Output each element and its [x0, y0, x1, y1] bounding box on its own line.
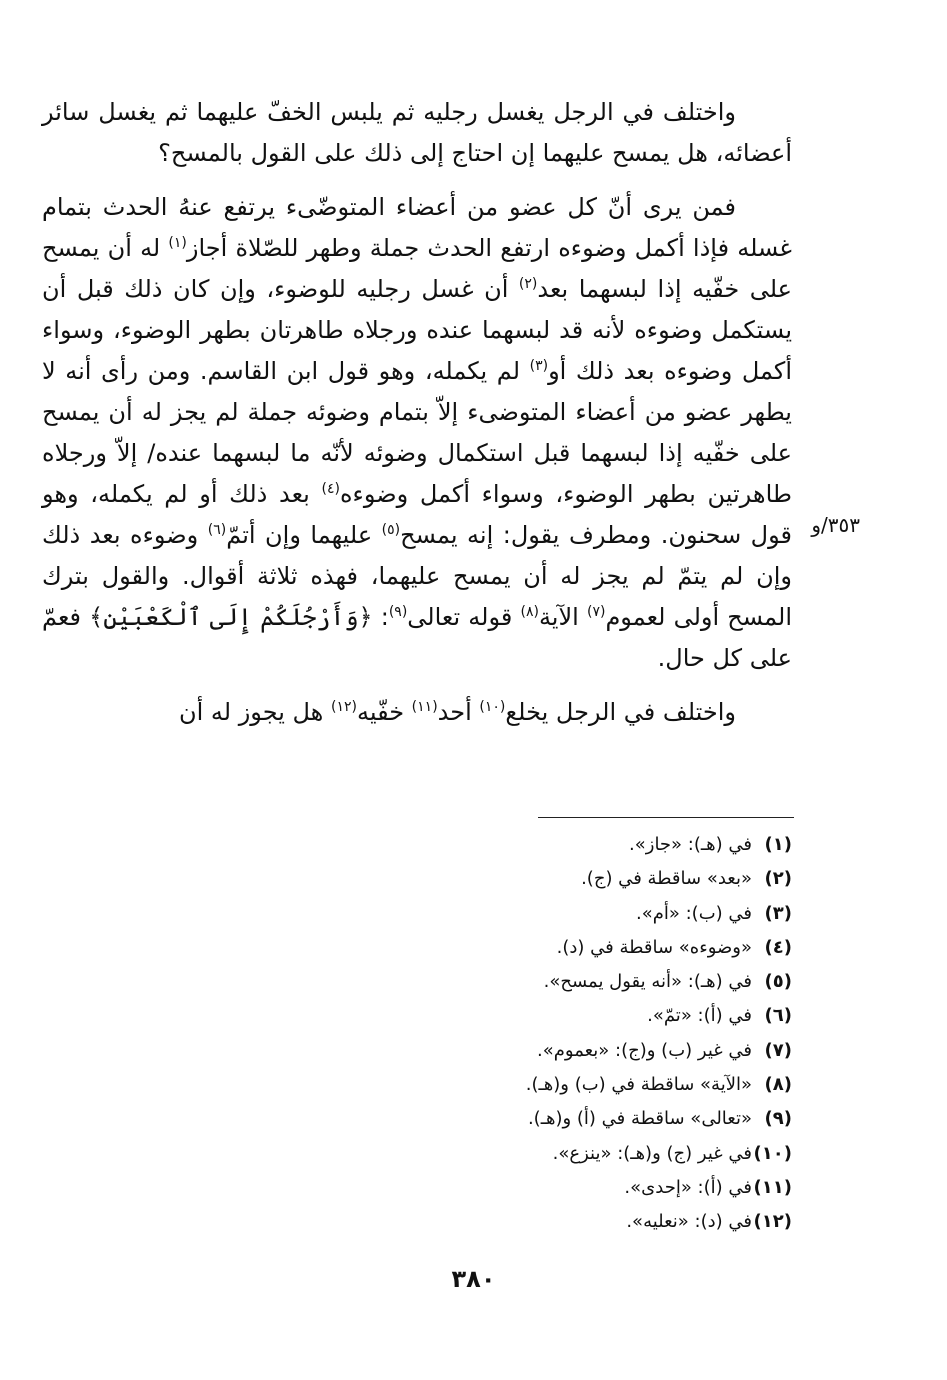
- footnote-number: (١١): [753, 1176, 792, 1198]
- footnote-number: (٢): [764, 868, 792, 890]
- footnote-text: في غير (ج) و(هـ): «ينزع».: [552, 1142, 752, 1164]
- footnote-item: [372, 1171, 792, 1205]
- footnote-item: [372, 1205, 792, 1239]
- text-segment: أن غسل رجليه للوضوء، وإن كان ذلك قبل أن يستكمل وضوءه لأنه قد لبسهما عنده ورجلاه طاهرتان بطهر الوضوء، وسواء أكمل وضوءه بعد ذلك أو: [42, 275, 792, 385]
- footnote-ref: (٤): [321, 481, 340, 497]
- footnote-item: [372, 1137, 792, 1171]
- text-segment: له أن يمسح على خفّيه إذا لبسهما بعد: [42, 234, 792, 303]
- footnote-ref: (١٢): [330, 699, 357, 715]
- paragraph-3: [42, 692, 792, 733]
- footnote-number: (٧): [764, 1039, 792, 1061]
- text-segment: واختلف في الرجل يخلع: [505, 698, 736, 726]
- footnote-number: (٣): [764, 902, 792, 924]
- text-segment: قوله تعالى: [407, 603, 521, 631]
- paragraph-2: [42, 187, 792, 679]
- footnote-number: (٩): [764, 1108, 792, 1130]
- footnote-divider: [538, 817, 794, 818]
- manuscript-folio-marker: ٣٥٣/و: [811, 513, 860, 537]
- footnote-ref: (٩): [388, 604, 408, 620]
- footnote-ref: (٦): [207, 522, 227, 538]
- text-segment: وضوءه بعد ذلك وإن لم يتمّ لم يجز له أن يمسح عليهما، فهذه ثلاثة أقوال. والقول بترك المسح أولى لعموم: [42, 521, 793, 631]
- footnote-number: (١٠): [753, 1142, 792, 1164]
- page-number: ٣٨٠: [451, 1265, 496, 1293]
- footnote-ref: (٧): [586, 604, 606, 620]
- quran-quote: ﴿وَأَرْجُلَكُمْ إِلَى ٱلْكَعْبَيْنِ﴾: [89, 603, 373, 631]
- footnote-text: في (ب): «أم».: [636, 902, 752, 924]
- text-segment: :: [372, 603, 389, 631]
- footnote-item: [372, 1068, 792, 1102]
- footnote-text: «بعد» ساقطة في (ج).: [581, 868, 752, 890]
- footnote-text: في (أ): «إحدى».: [624, 1176, 752, 1198]
- main-text: [42, 92, 792, 733]
- footnote-ref: (١): [168, 235, 187, 251]
- footnote-item: [372, 828, 792, 862]
- footnote-text: في غير (ب) و(ج): «بعموم».: [537, 1039, 752, 1061]
- footnote-text: «الآية» ساقطة في (ب) و(هـ).: [525, 1074, 752, 1096]
- footnote-number: (١٢): [753, 1211, 792, 1233]
- footnote-ref: (٢): [518, 276, 538, 292]
- footnote-ref: (١٠): [479, 699, 506, 715]
- footnotes-list: [372, 828, 792, 1240]
- text-segment: خفّيه: [356, 698, 412, 726]
- footnote-number: (٥): [764, 971, 792, 993]
- text-segment: فمن يرى أنّ كل عضو من أعضاء المتوضّىء يرتفع عنهُ الحدث بتمام غسله فإذا أكمل وضوءه ارتفع الحدث جملة وطهر للصّلاة أجاز: [42, 193, 792, 262]
- footnote-number: (١): [764, 834, 792, 855]
- footnote-ref: (٨): [520, 604, 539, 620]
- footnote-text: في (أ): «تمّ».: [647, 1005, 752, 1027]
- text-segment: فعمّ على كل حال.: [42, 603, 792, 672]
- text-segment: الآية: [538, 603, 587, 631]
- footnote-number: (٤): [764, 936, 792, 958]
- footnote-number: (٨): [764, 1074, 792, 1096]
- footnote-item: [372, 931, 792, 965]
- footnote-text: «وضوءه» ساقطة في (د).: [556, 936, 752, 958]
- footnote-ref: (٥): [381, 522, 401, 538]
- footnote-ref: (٣): [529, 358, 549, 374]
- footnote-item: [372, 999, 792, 1033]
- footnote-item: [372, 897, 792, 931]
- text-segment: هل يجوز له أن: [178, 698, 331, 726]
- footnote-item: [372, 965, 792, 999]
- text-segment: بعد ذلك أو لم يكمله، وهو قول سحنون. ومطرف يقول: إنه يمسح: [42, 480, 792, 549]
- paragraph-1: واختلف في الرجل يغسل رجليه ثم يلبس الخفّ عليهما ثم يغسل سائر أعضائه، هل يمسح عليهما إن احتاج إلى ذلك على القول بالمسح؟: [42, 98, 792, 167]
- text-segment: عليهما وإن أتمّ: [226, 521, 382, 549]
- footnote-text: في (هـ): «أنه يقول يمسح».: [543, 971, 752, 993]
- footnote-number: (٦): [764, 1005, 792, 1027]
- footnote-text: في (د): «نعليه».: [626, 1211, 752, 1233]
- footnote-text: «تعالى» ساقطة في (أ) و(هـ).: [527, 1108, 752, 1130]
- text-segment: لم يكمله، وهو قول ابن القاسم. ومن رأى أنه لا يطهر عضو من أعضاء المتوضىء إلاّ بتمام وضوئه جملة لم يجز له أن يمسح على خفّيه إذا لبسهما قبل استكمال وضوئه لأنّه ما لبسهما عنده/ إلاّ ورجلاه طاهرتين بطهر الوضوء، وسواء أكمل وضوءه: [42, 357, 792, 508]
- footnote-ref: (١١): [411, 699, 438, 715]
- footnote-item: [372, 1034, 792, 1068]
- footnote-text: في (هـ): «جاز».: [629, 834, 752, 855]
- footnote-item: [372, 1102, 792, 1136]
- footnote-item: [372, 862, 792, 896]
- text-segment: أحد: [437, 698, 480, 726]
